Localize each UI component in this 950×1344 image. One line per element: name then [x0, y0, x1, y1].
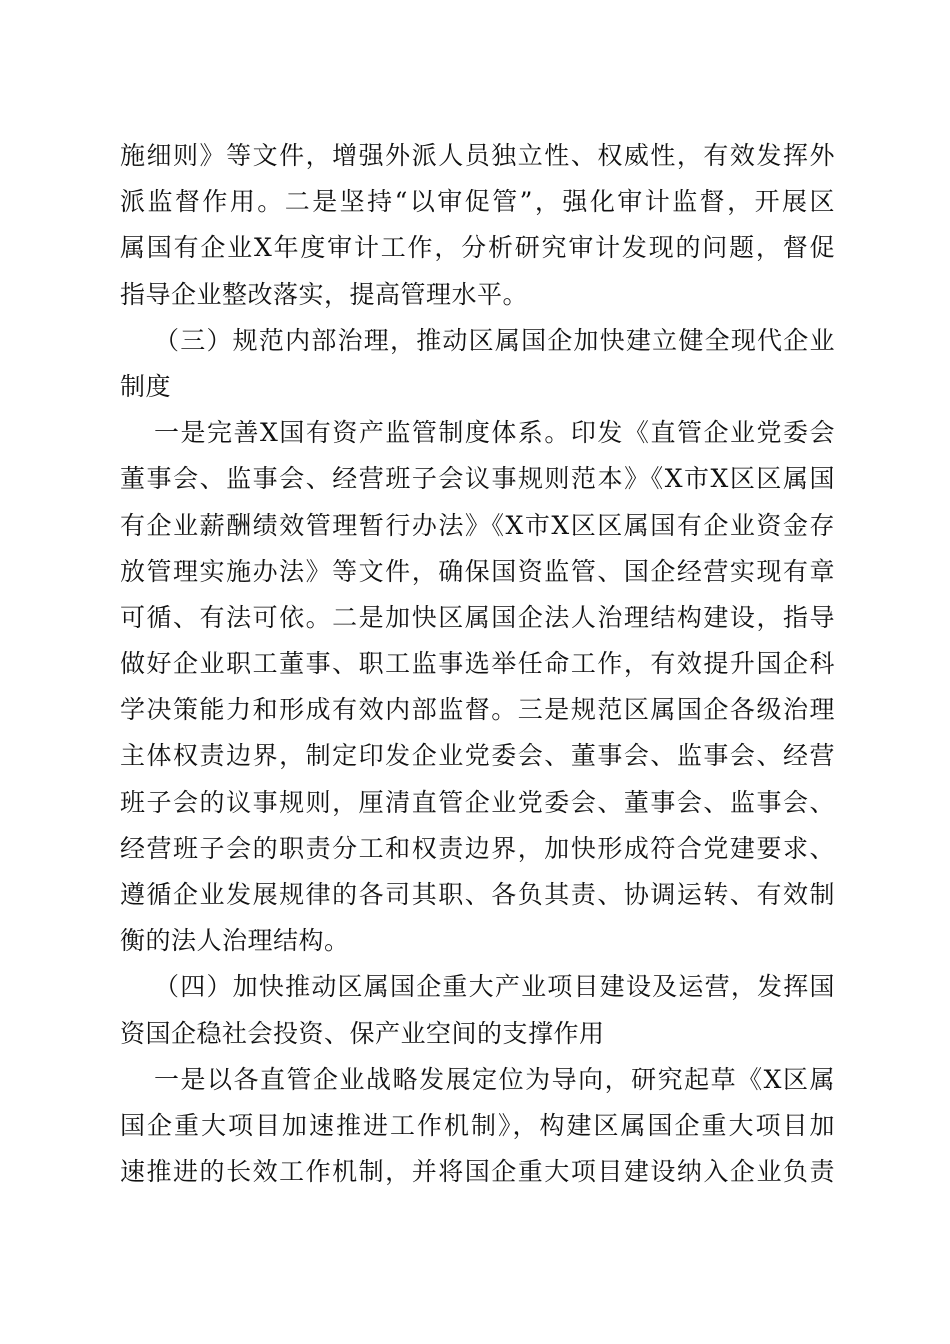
body-line: 衡的法人治理结构。 [120, 926, 350, 956]
body-line: 派监督作用。二是坚持“以审促管”，强化审计监督，开展区 [120, 187, 835, 217]
section-heading-4-continued: 资国企稳社会投资、保产业空间的支撑作用 [120, 1018, 605, 1048]
body-line: 董事会、监事会、经营班子会议事规则范本》《X市X区区属国 [120, 464, 835, 494]
body-line: 指导企业整改落实，提高管理水平。 [120, 279, 529, 309]
body-line: 做好企业职工董事、职工监事选举任命工作，有效提升国企科 [120, 649, 835, 679]
body-line: 主体权责边界，制定印发企业党委会、董事会、监事会、经营 [120, 741, 835, 771]
body-line: 可循、有法可依。二是加快区属国企法人治理结构建设，指导 [120, 602, 835, 632]
body-line: 速推进的长效工作机制，并将国企重大项目建设纳入企业负责 [120, 1157, 835, 1187]
document-body [120, 133, 835, 1195]
body-line: 施细则》等文件，增强外派人员独立性、权威性，有效发挥外 [120, 141, 835, 170]
body-line: 有企业薪酬绩效管理暂行办法》《X市X区区属国有企业资金存 [120, 510, 835, 540]
body-line: 经营班子会的职责分工和权责边界，加快形成符合党建要求、 [120, 833, 835, 863]
body-line: 一是完善X国有资产监管制度体系。印发《直管企业党委会 [154, 418, 835, 448]
section-heading-3: （三）规范内部治理，推动区属国企加快建立健全现代企业 [154, 325, 835, 355]
body-line: 班子会的议事规则，厘清直管企业党委会、董事会、监事会、 [120, 787, 835, 817]
body-line: 属国有企业X年度审计工作，分析研究审计发现的问题，督促 [120, 233, 835, 263]
body-line: 一是以各直管企业战略发展定位为导向，研究起草《X区属 [154, 1064, 835, 1094]
body-line: 遵循企业发展规律的各司其职、各负其责、协调运转、有效制 [120, 880, 835, 909]
body-line: 国企重大项目加速推进工作机制》，构建区属国企重大项目加 [120, 1110, 835, 1140]
body-line: 放管理实施办法》等文件，确保国资监管、国企经营实现有章 [120, 556, 835, 586]
body-line: 学决策能力和形成有效内部监督。三是规范区属国企各级治理 [120, 695, 835, 725]
section-heading-4: （四）加快推动区属国企重大产业项目建设及运营，发挥国 [154, 972, 835, 1002]
section-heading-3-continued: 制度 [120, 371, 172, 401]
